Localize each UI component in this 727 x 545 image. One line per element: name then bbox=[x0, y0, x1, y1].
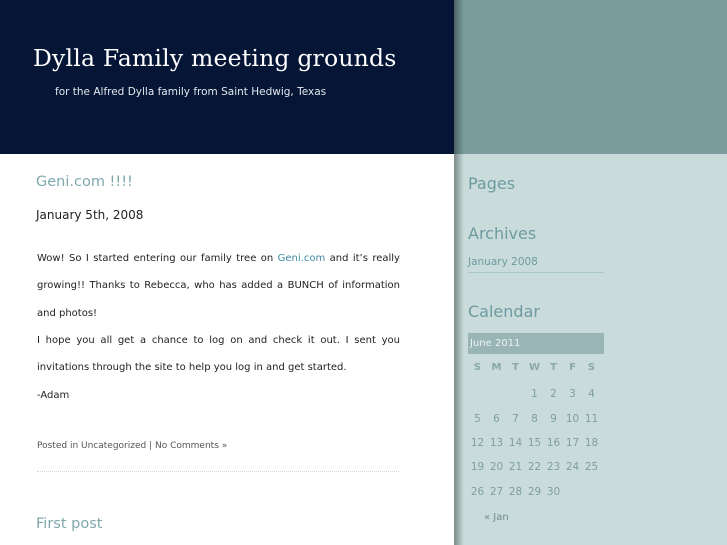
calendar-day: 8 bbox=[531, 413, 538, 425]
post-date: January 5th, 2008 bbox=[36, 208, 144, 222]
calendar-weekday: S bbox=[473, 362, 482, 373]
calendar-day: 1 bbox=[531, 388, 538, 400]
calendar-weekday: W bbox=[528, 362, 541, 373]
main-content bbox=[0, 154, 454, 545]
calendar-prev-link[interactable]: « Jan bbox=[484, 512, 509, 523]
post-paragraph bbox=[37, 245, 400, 327]
calendar-day: 2 bbox=[550, 388, 557, 400]
blog-title[interactable]: Dylla Family meeting grounds bbox=[33, 44, 397, 72]
calendar-day: 20 bbox=[489, 461, 504, 473]
calendar-day: 10 bbox=[565, 413, 580, 425]
post-title-link[interactable]: Geni.com !!!! bbox=[36, 174, 133, 190]
calendar-day: 27 bbox=[489, 486, 504, 498]
calendar-day: 4 bbox=[588, 388, 595, 400]
calendar-day: 18 bbox=[584, 437, 599, 449]
calendar-day: 29 bbox=[527, 486, 542, 498]
calendar-day: 5 bbox=[474, 413, 481, 425]
calendar-day: 6 bbox=[493, 413, 500, 425]
column-shadow bbox=[454, 0, 464, 545]
calendar-day: 14 bbox=[508, 437, 523, 449]
comments-link[interactable]: No Comments » bbox=[155, 441, 228, 451]
geni-link[interactable]: Geni.com bbox=[277, 253, 326, 264]
calendar-day: 26 bbox=[470, 486, 485, 498]
sidebar-header-panel bbox=[454, 0, 727, 154]
calendar-day: 19 bbox=[470, 461, 485, 473]
calendar-weekday: T bbox=[512, 362, 519, 373]
archives-heading: Archives bbox=[468, 224, 537, 243]
calendar-weekday: F bbox=[569, 362, 576, 373]
archive-underline bbox=[468, 272, 604, 273]
calendar-day: 3 bbox=[569, 388, 576, 400]
calendar-heading: Calendar bbox=[468, 302, 540, 321]
post-paragraph: I hope you all get a chance to log on and check it out. I sent you invitations through the site to help you log in and get started. bbox=[37, 335, 400, 374]
post-text: Wow! So I started entering our family tree on bbox=[37, 253, 278, 264]
post-signature: -Adam bbox=[37, 390, 70, 401]
meta-separator: | bbox=[146, 441, 155, 451]
archive-link-january-2008[interactable]: January 2008 bbox=[468, 256, 538, 268]
post-title-link[interactable]: First post bbox=[36, 516, 103, 532]
calendar-day: 23 bbox=[546, 461, 561, 473]
calendar-weekday: T bbox=[550, 362, 557, 373]
calendar-day: 28 bbox=[508, 486, 523, 498]
calendar-weekday: M bbox=[491, 362, 502, 373]
calendar-day: 9 bbox=[550, 413, 557, 425]
calendar-day: 21 bbox=[508, 461, 523, 473]
calendar-day: 7 bbox=[512, 413, 519, 425]
post-meta bbox=[37, 441, 227, 451]
post-text: and it’s really growing!! Thanks to Rebecca, who has added a BUNCH of information and photos! bbox=[37, 253, 400, 319]
header bbox=[0, 0, 454, 154]
calendar-day: 24 bbox=[565, 461, 580, 473]
calendar-day: 25 bbox=[584, 461, 599, 473]
calendar-day: 22 bbox=[527, 461, 542, 473]
calendar-day: 11 bbox=[584, 413, 599, 425]
posted-in-label: Posted in bbox=[37, 441, 82, 451]
calendar-weekday: S bbox=[587, 362, 596, 373]
pages-heading: Pages bbox=[468, 174, 516, 193]
calendar-caption: June 2011 bbox=[468, 333, 604, 354]
category-link[interactable]: Uncategorized bbox=[81, 441, 147, 451]
calendar-day: 13 bbox=[489, 437, 504, 449]
calendar-day: 17 bbox=[565, 437, 580, 449]
calendar-day: 16 bbox=[546, 437, 561, 449]
post-divider bbox=[37, 471, 399, 472]
blog-tagline: for the Alfred Dylla family from Saint Hedwig, Texas bbox=[55, 86, 327, 98]
calendar-day: 12 bbox=[470, 437, 485, 449]
calendar-day: 15 bbox=[527, 437, 542, 449]
calendar-day: 30 bbox=[546, 486, 561, 498]
